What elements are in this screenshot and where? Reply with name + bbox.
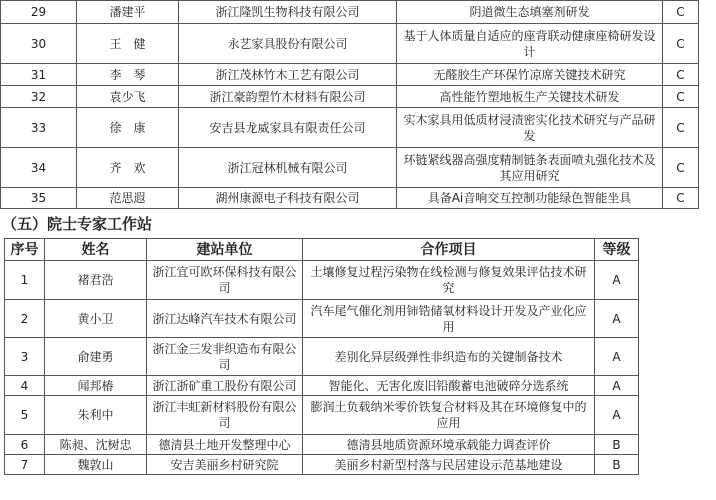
- unit-name: 浙江宜可欧环保科技有限公司: [147, 261, 303, 300]
- research-projects-table-continued: [0, 0, 699, 209]
- row-number: 6: [5, 435, 45, 455]
- row-number: 35: [1, 188, 77, 209]
- academician-workstation-table: [4, 238, 639, 475]
- header-name: 姓名: [45, 239, 147, 261]
- grade: C: [663, 108, 699, 148]
- table-row: [1, 1, 699, 24]
- person-name: 黄小卫: [45, 300, 147, 338]
- table-row: [1, 64, 699, 86]
- row-number: 31: [1, 64, 77, 86]
- project-name: 土壤修复过程污染物在线检测与修复效果评估技术研究: [303, 261, 595, 300]
- person-name: 陈昶、沈树忠: [45, 435, 147, 455]
- person-name: 范思遐: [77, 188, 179, 209]
- row-number: 3: [5, 338, 45, 376]
- row-number: 33: [1, 108, 77, 148]
- unit-name: 浙江豪韵塑竹木材料有限公司: [179, 86, 397, 108]
- project-name: 智能化、无害化废旧铅酸蓄电池破碎分选系统: [303, 376, 595, 396]
- project-name: 汽车尾气催化剂用铈锆储氧材料设计开发及产业化应用: [303, 300, 595, 338]
- grade: A: [595, 376, 639, 396]
- header-project: 合作项目: [303, 239, 595, 261]
- unit-name: 湖州康源电子科技有限公司: [179, 188, 397, 209]
- grade: A: [595, 396, 639, 435]
- grade: A: [595, 261, 639, 300]
- table-header-row: [5, 239, 639, 261]
- unit-name: 浙江金三发非织造布有限公司: [147, 338, 303, 376]
- project-name: 阴道微生态填塞剂研发: [397, 1, 663, 24]
- person-name: 闻邦椿: [45, 376, 147, 396]
- row-number: 29: [1, 1, 77, 24]
- row-number: 32: [1, 86, 77, 108]
- grade: C: [663, 86, 699, 108]
- unit-name: 浙江浙矿重工股份有限公司: [147, 376, 303, 396]
- grade: A: [595, 338, 639, 376]
- unit-name: 浙江达峰汽车技术有限公司: [147, 300, 303, 338]
- table-row: [1, 108, 699, 148]
- project-name: 基于人体质量自适应的座背联动健康座椅研发设计: [397, 24, 663, 64]
- person-name: 魏敦山: [45, 455, 147, 475]
- table-row: [5, 338, 639, 376]
- project-name: 环链紧线器高强度精制链条表面喷丸强化技术及其应用研究: [397, 148, 663, 188]
- row-number: 7: [5, 455, 45, 475]
- unit-name: 德清县土地开发整理中心: [147, 435, 303, 455]
- unit-name: 永艺家具股份有限公司: [179, 24, 397, 64]
- project-name: 美丽乡村新型村落与民居建设示范基地建设: [303, 455, 595, 475]
- unit-name: 浙江丰虹新材料股份有限公司: [147, 396, 303, 435]
- section-title: （五）院士专家工作站: [2, 215, 153, 233]
- grade: C: [663, 1, 699, 24]
- person-name: 齐 欢: [77, 148, 179, 188]
- header-grade: 等级: [595, 239, 639, 261]
- person-name: 褚君浩: [45, 261, 147, 300]
- table-row: [5, 261, 639, 300]
- person-name: 徐 康: [77, 108, 179, 148]
- project-name: 膨润土负载纳米零价铁复合材料及其在环境修复中的应用: [303, 396, 595, 435]
- unit-name: 安吉美丽乡村研究院: [147, 455, 303, 475]
- project-name: 无醛胶生产环保竹凉席关键技术研究: [397, 64, 663, 86]
- table-row: [5, 435, 639, 455]
- table-row: [1, 24, 699, 64]
- row-number: 4: [5, 376, 45, 396]
- grade: B: [595, 455, 639, 475]
- table-row: [1, 86, 699, 108]
- person-name: 李 琴: [77, 64, 179, 86]
- project-name: 德清县地质资源环境承载能力调查评价: [303, 435, 595, 455]
- grade: C: [663, 24, 699, 64]
- table-row: [5, 455, 639, 475]
- table-row: [1, 188, 699, 209]
- project-name: 高性能竹塑地板生产关键技术研发: [397, 86, 663, 108]
- table-row: [5, 376, 639, 396]
- unit-name: 浙江茂林竹木工艺有限公司: [179, 64, 397, 86]
- person-name: 俞建勇: [45, 338, 147, 376]
- grade: B: [595, 435, 639, 455]
- table-row: [5, 300, 639, 338]
- table-row: [1, 148, 699, 188]
- person-name: 袁少飞: [77, 86, 179, 108]
- project-name: 差别化异层级弹性非织造布的关键制备技术: [303, 338, 595, 376]
- header-unit: 建站单位: [147, 239, 303, 261]
- grade: A: [595, 300, 639, 338]
- project-name: 实木家具用低质材浸渍密实化技术研究与产品研发: [397, 108, 663, 148]
- unit-name: 安吉县龙威家具有限责任公司: [179, 108, 397, 148]
- row-number: 1: [5, 261, 45, 300]
- row-number: 30: [1, 24, 77, 64]
- grade: C: [663, 148, 699, 188]
- unit-name: 浙江隆凯生物科技有限公司: [179, 1, 397, 24]
- grade: C: [663, 188, 699, 209]
- grade: C: [663, 64, 699, 86]
- row-number: 34: [1, 148, 77, 188]
- project-name: 具备Ai音响交互控制功能绿色智能坐具: [397, 188, 663, 209]
- person-name: 朱利中: [45, 396, 147, 435]
- table-row: [5, 396, 639, 435]
- row-number: 2: [5, 300, 45, 338]
- row-number: 5: [5, 396, 45, 435]
- person-name: 潘建平: [77, 1, 179, 24]
- header-no: 序号: [5, 239, 45, 261]
- unit-name: 浙江冠林机械有限公司: [179, 148, 397, 188]
- person-name: 王 健: [77, 24, 179, 64]
